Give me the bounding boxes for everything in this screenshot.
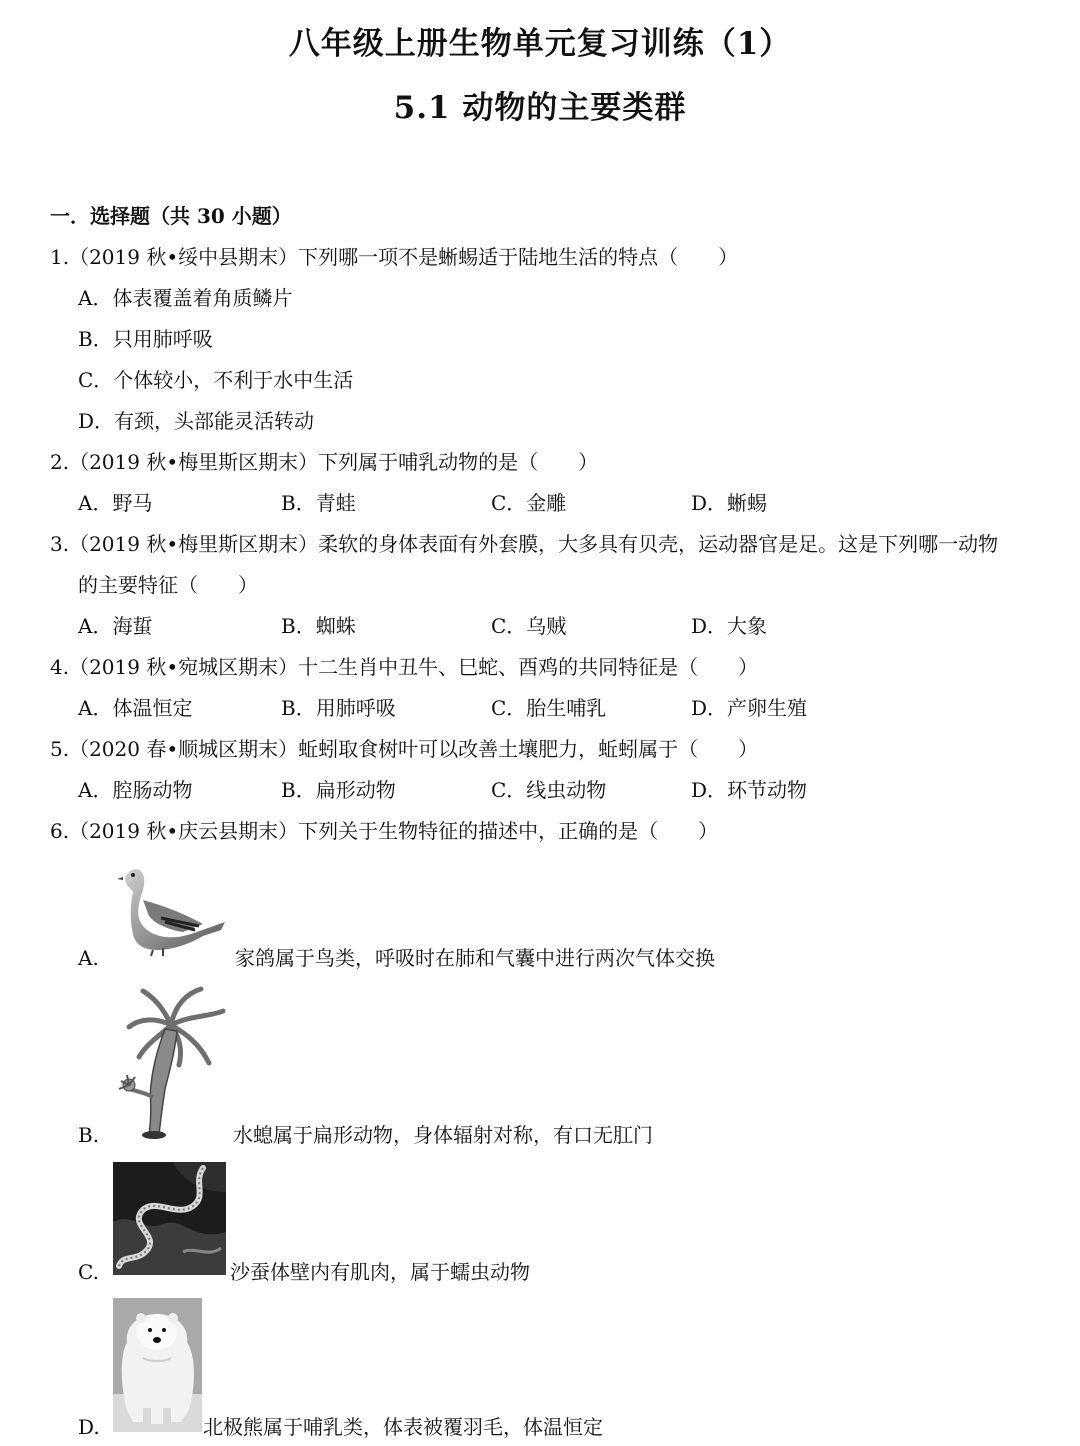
question-6-option-d-text[interactable]: 北极熊属于哺乳类，体表被覆羽毛，体温恒定 (203, 1415, 603, 1439)
pigeon-image (113, 860, 231, 960)
question-6-option-c-text[interactable]: 沙蚕体壁内有肌肉，属于蠕虫动物 (230, 1260, 530, 1284)
question-5-option-d[interactable]: D．环节动物 (691, 778, 808, 802)
question-2-option-d[interactable]: D．蜥蜴 (691, 491, 768, 515)
question-2-stem: 2.（2019 秋•梅里斯区期末）下列属于哺乳动物的是（ ） (50, 450, 599, 474)
question-5-option-c[interactable]: C．线虫动物 (491, 778, 607, 802)
question-1-stem: 1.（2019 秋•绥中县期末）下列哪一项不是蜥蜴适于陆地生活的特点（ ） (50, 245, 739, 269)
question-5-stem: 5.（2020 春•顺城区期末）蚯蚓取食树叶可以改善土壤肥力，蚯蚓属于（ ） (50, 737, 759, 761)
question-6-option-b-letter[interactable]: B. (78, 1123, 100, 1147)
question-4-option-b[interactable]: B．用肺呼吸 (281, 696, 396, 720)
question-1-option-c[interactable]: C．个体较小，不利于水中生活 (78, 368, 354, 392)
polar-bear-image (113, 1298, 202, 1432)
question-4-stem: 4.（2019 秋•宛城区期末）十二生肖中丑牛、巳蛇、酉鸡的共同特征是（ ） (50, 655, 759, 679)
question-3-stem-continued: 的主要特征（ ） (78, 573, 258, 597)
question-3-option-c[interactable]: C．乌贼 (491, 614, 567, 638)
question-6-option-a-letter[interactable]: A. (78, 946, 99, 970)
section-heading: 一．选择题（共 30 小题） (50, 204, 292, 228)
question-3-option-a[interactable]: A．海蜇 (78, 614, 153, 638)
question-2-option-b[interactable]: B．青蛙 (281, 491, 356, 515)
hydra-image (113, 985, 231, 1140)
page-title: 八年级上册生物单元复习训练（1） (288, 26, 792, 62)
question-4-option-c[interactable]: C．胎生哺乳 (491, 696, 607, 720)
question-6-option-b-text[interactable]: 水螅属于扁形动物，身体辐射对称，有口无肛门 (233, 1123, 653, 1147)
question-1-option-d[interactable]: D．有颈，头部能灵活转动 (78, 409, 315, 433)
question-3-stem: 3.（2019 秋•梅里斯区期末）柔软的身体表面有外套膜，大多具有贝壳，运动器官是足。这是下列哪一动物 (50, 532, 999, 556)
question-4-option-d[interactable]: D．产卵生殖 (691, 696, 808, 720)
question-2-option-c[interactable]: C．金雕 (491, 491, 567, 515)
question-5-option-a[interactable]: A．腔肠动物 (78, 778, 193, 802)
sandworm-image (113, 1162, 226, 1275)
question-5-option-b[interactable]: B．扁形动物 (281, 778, 396, 802)
question-1-option-b[interactable]: B．只用肺呼吸 (78, 327, 213, 351)
question-6-option-c-letter[interactable]: C. (78, 1260, 99, 1284)
question-6-option-a-text[interactable]: 家鸽属于鸟类，呼吸时在肺和气囊中进行两次气体交换 (235, 946, 715, 970)
question-2-option-a[interactable]: A．野马 (78, 491, 153, 515)
question-4-option-a[interactable]: A．体温恒定 (78, 696, 193, 720)
question-6-option-d-letter[interactable]: D. (78, 1415, 100, 1439)
question-3-option-d[interactable]: D．大象 (691, 614, 768, 638)
question-6-stem: 6.（2019 秋•庆云县期末）下列关于生物特征的描述中，正确的是（ ） (50, 819, 719, 843)
question-1-option-a[interactable]: A．体表覆盖着角质鳞片 (78, 286, 293, 310)
question-3-option-b[interactable]: B．蜘蛛 (281, 614, 356, 638)
page-subtitle: 5.1 动物的主要类群 (393, 90, 687, 126)
